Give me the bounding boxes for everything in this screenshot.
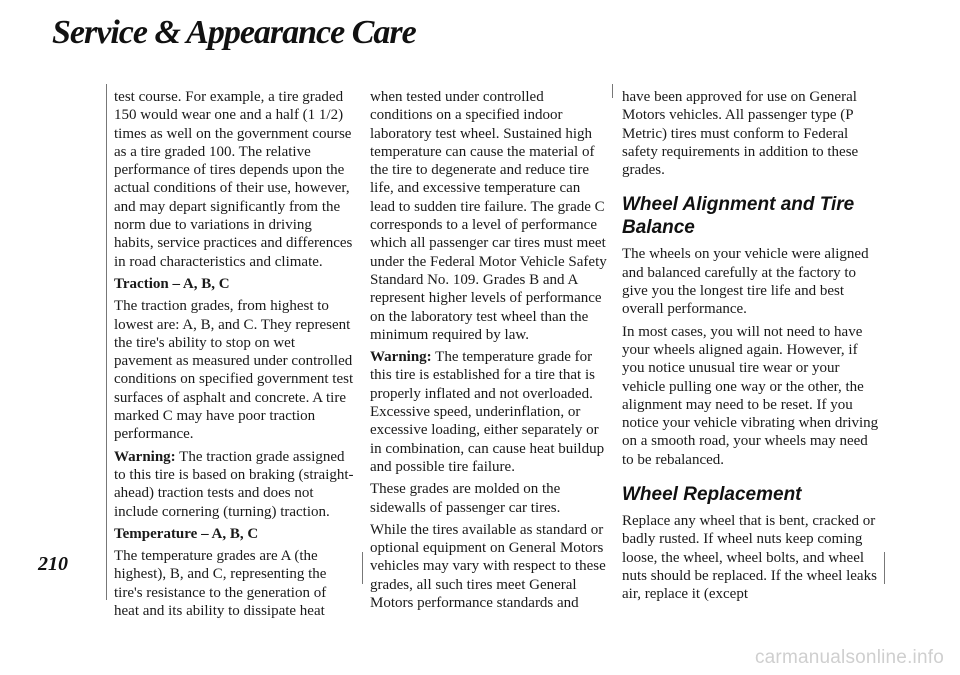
paragraph: have been approved for use on General Motors vehicles. All passenger type (P Metric) tires must conform to Federal safety requirements in addition to these grades. [622,89,859,179]
warning-text: The temperature grade for this tire is established for a tire that is properly inflated and not overloaded. Excessive speed, underinflation, or excessive loading, either separately or in combination, can cause heat buildup and possible tire failure. [370,349,605,475]
paragraph: These grades are molded on the sidewalls of passenger car tires. [370,481,561,516]
section-heading: Wheel Replacement [622,484,802,506]
traction-heading: Traction – A, B, C [114,275,230,292]
temperature-heading: Temperature – A, B, C [114,525,259,542]
paragraph: While the tires available as standard or optional equipment on General Motors vehicles may vary with respect to these grades, all such tires meet General Motors performance standards and [370,521,606,612]
watermark: carmanualsonline.info [754,647,944,668]
warning-paragraph [114,448,354,521]
paragraph: In most cases, you will not need to have your wheels aligned again. However, if you notice unusual tire wear or your vehicle pulling one way or the other, the alignment may need to be reset. If you notice your vehicle vibrating when driving on a smooth road, your wheels may need to be rebalanced. [622,323,879,468]
paragraph: The traction grades, from highest to lowest are: A, B, and C. They represent the tire's ability to stop on wet pavement as measured under controlled conditions on specified government test surfaces of asphalt and concrete. A tire marked C may have poor traction performance. [114,298,354,443]
page-number: 210 [38,553,68,575]
warning-label: Warning: [370,349,432,366]
paragraph: The wheels on your vehicle were aligned and balanced carefully at the factory to give you the longest tire life and best overall performance. [622,246,869,318]
paragraph: The temperature grades are A (the highest), B, and C, representing the tire's resistance to the generation of heat and its ability to dissipate heat [114,548,327,620]
column-3 [622,88,880,608]
paragraph: Replace any wheel that is bent, cracked or badly rusted. If wheel nuts keep coming loose, the wheel, wheel bolts, and wheel nuts should be replaced. If the wheel leaks air, replace it (except [622,513,877,603]
left-margin-rule [106,84,107,600]
right-margin-rule [884,552,885,584]
column-divider-1 [362,552,363,584]
page-title: Service & Appearance Care [52,14,416,51]
paragraph: when tested under controlled conditions on a specified indoor laboratory test wheel. Sustained high temperature can cause the material of the tire to degenerate and reduce tire life, and excessive temperature can lead to sudden tire failure. The grade C corresponds to a level of performance which all passenger car tires must meet under the Federal Motor Vehicle Safety Standard No. 109. Grades B and A represent higher levels of performance on the laboratory test wheel than the minimum required by law. [370,89,607,343]
paragraph: test course. For example, a tire graded 150 would wear one and a half (1 1/2) times as well on the government course as a tire graded 100. The relative performance of tires depends upon the actual conditions of their use, however, and may depart significantly from the norm due to variations in driving habits, service practices and differences in road characteristics and climate. [114,89,353,270]
column-divider-2 [612,84,613,98]
section-heading: Wheel Alignment and Tire Balance [622,194,855,239]
column-2 [370,88,608,616]
warning-paragraph [370,348,608,476]
warning-text: The traction grade assigned to this tire is based on braking (straight-ahead) traction tests and does not include cornering (turning) traction. [114,448,354,520]
warning-label: Warning: [114,448,176,465]
column-1 [114,88,354,624]
